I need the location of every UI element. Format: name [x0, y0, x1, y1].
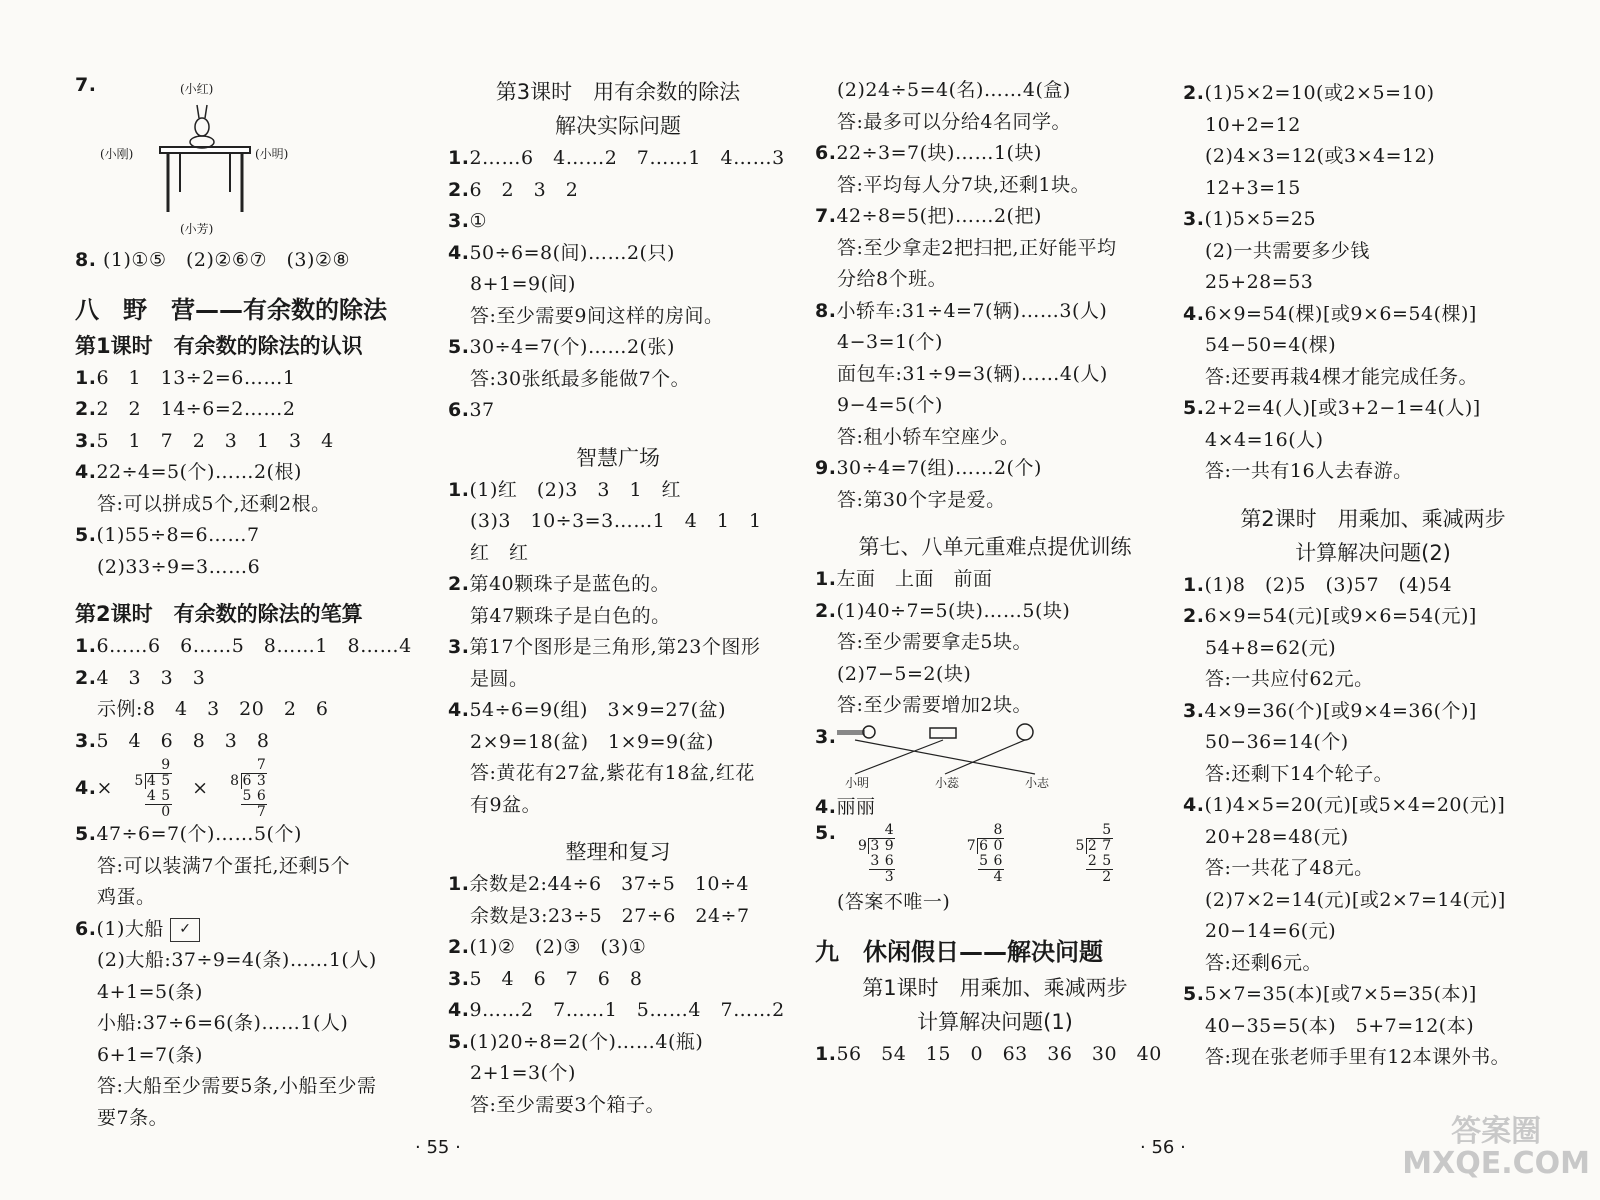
l3-4c: 答:至少需要9间这样的房间。 [470, 304, 724, 327]
e4d: (2)7×2=14(元)[或2×7=14(元)] [1205, 888, 1506, 911]
l1-3: 3.5 1 7 2 3 1 3 4 [75, 429, 334, 452]
l2-5a: 5.47÷6=7(个)……5(个) [75, 823, 302, 845]
lesson-9-1-title-b: 计算解决问题(1) [917, 1009, 1073, 1034]
l2-4: 4.× 9 5 4 5 4 5 0 × 7 8 6 3 5 6 7 [75, 757, 267, 820]
l2-6c: 4+1=5(条) [97, 980, 203, 1003]
l2-2b: 示例:8 4 3 20 2 6 [97, 698, 329, 720]
a2: 答:最多可以分给4名同学。 [837, 110, 1071, 133]
b3-figure: 3. 小明 小蕊 小志 [815, 722, 1175, 792]
l2-1: 1.6……6 6……5 8……1 8……4 [75, 635, 412, 657]
watermark-line-2: MXQE.COM [1402, 1146, 1590, 1181]
a9b: 答:第30个字是爱。 [837, 488, 1006, 511]
b5-note: (答案不唯一) [837, 891, 951, 913]
e3a: 3.4×9=36(个)[或9×4=36(个)] [1183, 699, 1477, 722]
b2c: (2)7−5=2(块) [837, 662, 972, 685]
lesson-1-title: 第1课时 有余数的除法的认识 [75, 333, 363, 358]
unit-8-title: 八 野 营——有余数的除法 [75, 295, 387, 324]
e4f: 答:还剩6元。 [1205, 951, 1322, 974]
d2a: 2.(1)5×2=10(或2×5=10) [1183, 82, 1435, 104]
l2-6a: 6.(1)大船 ✓ [75, 914, 455, 946]
a8a: 8.小轿车:31÷4=7(辆)……3(人) [815, 299, 1108, 322]
left-column-2 [448, 75, 788, 1121]
lesson-9-1-title-a: 第1课时 用乘加、乘减两步 [862, 975, 1128, 1000]
l2-6f: 答:大船至少需要5条,小船至少需 [97, 1075, 377, 1097]
b4: 4.丽丽 [815, 795, 876, 818]
left-column-1 [75, 70, 455, 1134]
e4e: 20−14=6(元) [1205, 920, 1337, 942]
w4a: 4.54÷6=9(组) 3×9=27(盆) [448, 699, 726, 721]
d5c: 答:一共有16人去春游。 [1205, 460, 1413, 482]
b1: 1.左面 上面 前面 [815, 568, 993, 590]
l2-6g: 要7条。 [97, 1106, 169, 1129]
l1-2: 2.2 2 14÷6=2……2 [75, 398, 296, 420]
match-name-1: 小明 [845, 775, 870, 790]
label-right: (小明) [255, 147, 289, 161]
l2-6d: 小船:37÷6=6(条)……1(人) [97, 1012, 349, 1034]
l3-2: 2.6 2 3 2 [448, 178, 579, 201]
a6b: 答:平均每人分7块,还剩1块。 [837, 173, 1091, 196]
l2-6b: (2)大船:37÷9=4(条)……1(人) [97, 949, 377, 971]
d2c: (2)4×3=12(或3×4=12) [1205, 145, 1436, 167]
q7-number: 7. [75, 74, 97, 96]
e4b: 20+28=48(元) [1205, 825, 1349, 848]
unit-7-8-title: 第七、八单元重难点提优训练 [858, 535, 1132, 559]
lesson-9-2-title-a: 第2课时 用乘加、乘减两步 [1240, 506, 1506, 531]
l3-4a: 4.50÷6=8(间)……2(只) [448, 241, 675, 264]
r1b: 余数是3:23÷5 27÷6 24÷7 [470, 904, 750, 927]
r5b: 2+1=3(个) [470, 1062, 576, 1084]
d4c: 答:还要再栽4棵才能完成任务。 [1205, 365, 1478, 388]
b5-long-divisions: 5. 4 9 3 9 3 6 3 8 7 6 0 5 6 4 5 5 2 7 2 5 2 [815, 822, 1112, 885]
d2b: 10+2=12 [1205, 113, 1301, 136]
r3: 3.5 4 6 7 6 8 [448, 967, 643, 990]
watermark-line-1: 答案圈 [1451, 1114, 1542, 1149]
l2-6e: 6+1=7(条) [97, 1043, 203, 1066]
a7c: 分给8个班。 [837, 268, 948, 290]
l1-1: 1.6 1 13÷2=6……1 [75, 366, 296, 389]
l1-4a: 4.22÷4=5(个)……2(根) [75, 461, 302, 483]
r2: 2.(1)② (2)③ (3)① [448, 936, 647, 958]
d5a: 5.2+2=4(人)[或3+2−1=4(人)] [1183, 397, 1481, 419]
d2d: 12+3=15 [1205, 176, 1301, 199]
page-number-left: · 55 · [415, 1137, 461, 1158]
long-division-5: 5 5 2 7 2 5 2 [1075, 822, 1112, 885]
e2c: 答:一共应付62元。 [1205, 668, 1374, 690]
e3b: 50−36=14(个) [1205, 731, 1349, 753]
l3-3: 3.① [448, 210, 487, 232]
l3-1: 1.2……6 4……2 7……1 4……3 [448, 147, 785, 169]
b2a: 2.(1)40÷7=5(块)……5(块) [815, 599, 1071, 622]
lesson-3-title-b: 解决实际问题 [555, 114, 681, 138]
w1a: 1.(1)红 (2)3 3 1 红 [448, 478, 682, 501]
lesson-9-2-title-b: 计算解决问题(2) [1295, 540, 1451, 565]
r5c: 答:至少需要3个箱子。 [470, 1093, 665, 1116]
e5c: 答:现在张老师手里有12本课外书。 [1205, 1046, 1511, 1068]
e4c: 答:一共花了48元。 [1205, 857, 1374, 879]
a8d: 9−4=5(个) [837, 394, 943, 416]
label-bottom: (小芳) [180, 222, 214, 236]
b2d: 答:至少需要增加2块。 [837, 694, 1032, 716]
long-division-1: 9 5 4 5 4 5 0 [134, 757, 171, 820]
b2b: 答:至少需要拿走5块。 [837, 631, 1032, 653]
w3a: 3.第17个图形是三角形,第23个图形 [448, 636, 761, 658]
c1: 1.56 54 15 0 63 36 30 40 [815, 1042, 1162, 1065]
label-left: (小刚) [100, 147, 134, 161]
a6a: 6.22÷3=7(块)……1(块) [815, 142, 1042, 164]
d3b: (2)一共需要多少钱 [1205, 239, 1370, 262]
w4d: 有9盆。 [470, 793, 542, 816]
e5b: 40−35=5(本) 5+7=12(本) [1205, 1014, 1475, 1037]
a8c: 面包车:31÷9=3(辆)……4(人) [837, 362, 1108, 385]
match-name-2: 小蕊 [935, 775, 960, 790]
long-division-2: 7 8 6 3 5 6 7 [230, 757, 267, 820]
a7a: 7.42÷8=5(把)……2(把) [815, 205, 1042, 227]
a9a: 9.30÷4=7(组)……2(个) [815, 457, 1042, 479]
wisdom-title: 智慧广场 [576, 445, 660, 470]
unit-9-title: 九 休闲假日——解决问题 [815, 937, 1103, 966]
lesson-3-title-a: 第3课时 用有余数的除法 [495, 80, 741, 104]
q7-figure [75, 70, 455, 245]
l2-5b: 答:可以装满7个蛋托,还剩5个 [97, 854, 351, 877]
w2a: 2.第40颗珠子是蓝色的。 [448, 573, 671, 595]
e3c: 答:还剩下14个轮子。 [1205, 762, 1394, 785]
d5b: 4×4=16(人) [1205, 428, 1324, 451]
l3-4b: 8+1=9(间) [470, 273, 576, 295]
w4b: 2×9=18(盆) 1×9=9(盆) [470, 730, 714, 753]
right-column-2 [1183, 78, 1563, 1074]
w1c: 红 红 [470, 541, 529, 564]
w4c: 答:黄花有27盆,紫花有18盆,红花 [470, 762, 755, 784]
e1: 1.(1)8 (2)5 (3)57 (4)54 [1183, 573, 1453, 596]
q8: 8. (1)①⑤ (2)②⑥⑦ (3)②⑧ [75, 249, 350, 271]
d3c: 25+28=53 [1205, 271, 1314, 293]
l2-3: 3.5 4 6 8 3 8 [75, 729, 270, 752]
checkmark-box: ✓ [170, 918, 200, 942]
d4b: 54−50=4(棵) [1205, 334, 1337, 356]
l2-5c: 鸡蛋。 [97, 886, 156, 908]
l2-2a: 2.4 3 3 3 [75, 666, 206, 689]
match-name-3: 小志 [1025, 775, 1050, 790]
e5a: 5.5×7=35(本)[或7×5=35(本)] [1183, 983, 1477, 1005]
r5a: 5.(1)20÷8=2(个)……4(瓶) [448, 1030, 704, 1053]
l3-5b: 答:30张纸最多能做7个。 [470, 367, 691, 390]
l1-5b: (2)33÷9=3……6 [97, 555, 261, 578]
a1: (2)24÷5=4(名)……4(盒) [837, 79, 1071, 101]
l3-6: 6.37 [448, 399, 495, 421]
right-page [800, 0, 1600, 1200]
r4: 4.9……2 7……1 5……4 7……2 [448, 999, 785, 1021]
d4a: 4.6×9=54(棵)[或9×6=54(棵)] [1183, 302, 1477, 325]
w3b: 是圆。 [470, 667, 529, 690]
l1-4b: 答:可以拼成5个,还剩2根。 [97, 492, 331, 515]
review-title: 整理和复习 [565, 840, 671, 864]
d3a: 3.(1)5×5=25 [1183, 208, 1317, 230]
site-watermark [1402, 1116, 1590, 1180]
label-top: (小红) [180, 82, 214, 96]
long-division-4: 8 7 6 0 5 6 4 [966, 822, 1003, 885]
long-division-3: 4 9 3 9 3 6 3 [858, 822, 895, 885]
r1a: 1.余数是2:44÷6 37÷5 10÷4 [448, 873, 749, 895]
page-number-right: · 56 · [1140, 1137, 1186, 1158]
a8b: 4−3=1(个) [837, 331, 943, 353]
e2b: 54+8=62(元) [1205, 636, 1337, 659]
l1-5a: 5.(1)55÷8=6……7 [75, 524, 260, 546]
w1b: (3)3 10÷3=3……1 4 1 1 [470, 510, 762, 532]
e2a: 2.6×9=54(元)[或9×6=54(元)] [1183, 605, 1477, 627]
a8e: 答:租小轿车空座少。 [837, 425, 1020, 448]
w2b: 第47颗珠子是白色的。 [470, 604, 671, 627]
l3-5a: 5.30÷4=7(个)……2(张) [448, 336, 675, 358]
right-column-1 [815, 75, 1175, 1070]
e4a: 4.(1)4×5=20(元)[或5×4=20(元)] [1183, 794, 1506, 816]
a7b: 答:至少拿走2把扫把,正好能平均 [837, 236, 1117, 259]
lesson-2-title: 第2课时 有余数的除法的笔算 [75, 602, 363, 626]
